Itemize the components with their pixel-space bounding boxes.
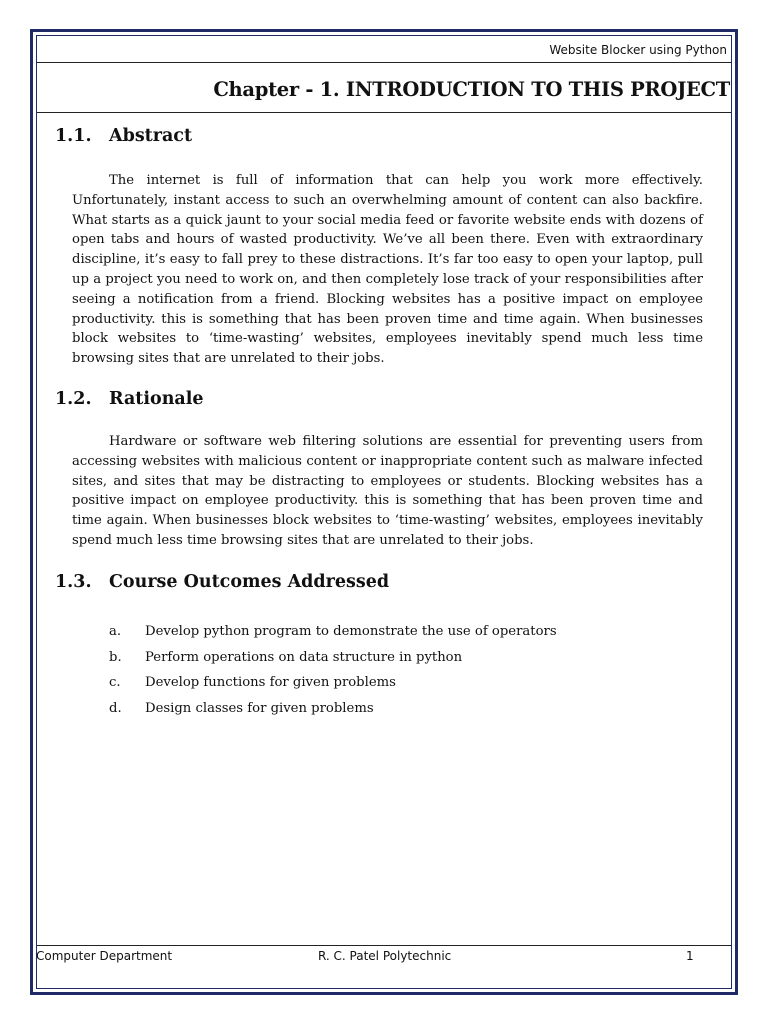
footer-department: Computer Department [36, 949, 173, 963]
section-number: 1.2. [55, 389, 92, 409]
rationale-paragraph: Hardware or software web filtering solutions are essential for preventing users from accessing websites with malicious content or inappropriate content such as malware infected sites, and sites that may be distracting to employees or students. Blocking websites has a positive impact on employee productivity. this is something that has been proven time and time again. When businesses block websites to ‘time-wasting’ websites, employees inevitably spend much less time browsing sites that are unrelated to their jobs. [72, 434, 703, 548]
header-rule [37, 62, 731, 63]
list-item [109, 675, 557, 701]
running-header: Website Blocker using Python [549, 43, 727, 57]
footer-institution: R. C. Patel Polytechnic [318, 949, 452, 963]
list-item [109, 701, 557, 727]
item-text: Design classes for given problems [145, 701, 374, 717]
item-text: Perform operations on data structure in python [145, 649, 463, 665]
section-heading-abstract [55, 126, 192, 146]
item-letter: c. [109, 675, 121, 691]
list-item [109, 624, 557, 650]
section-heading-course-outcomes [55, 572, 389, 592]
item-letter: d. [109, 701, 122, 717]
section-number: 1.3. [55, 572, 92, 592]
chapter-title: Chapter - 1. INTRODUCTION TO THIS PROJECT [213, 78, 730, 101]
section-title: Rationale [109, 389, 204, 409]
section-title: Abstract [109, 126, 193, 146]
page-number: 1 [686, 949, 694, 963]
section-title: Course Outcomes Addressed [109, 572, 390, 592]
item-letter: b. [109, 649, 122, 665]
abstract-paragraph: The internet is full of information that can help you work more effectively. Unfortunately, instant access to such an overwhelming amount of content can also backfire. What starts as a quick jaunt to your social media feed or favorite website ends with dozens of open tabs and hours of wasted productivity. We’ve all been there. Even with extraordinary discipline, it’s easy to fall prey to these distractions. It’s far too easy to open your laptop, pull up a project you need to work on, and then completely lose track of your responsibilities after seeing a notification from a friend. Blocking websites has a positive impact on employee productivity. this is something that has been proven time and time again. When businesses block websites to ‘time-wasting’ websites, employees inevitably spend much less time browsing sites that are unrelated to their jobs. [72, 173, 703, 367]
section-heading-rationale [55, 389, 204, 409]
item-text: Develop functions for given problems [145, 675, 396, 691]
item-text: Develop python program to demonstrate the use of operators [145, 624, 557, 639]
chapter-rule [37, 112, 731, 113]
list-item [109, 650, 557, 676]
item-letter: a. [109, 624, 122, 639]
section-number: 1.1. [55, 126, 92, 146]
footer-rule [37, 945, 731, 946]
course-outcomes-list [109, 624, 557, 727]
